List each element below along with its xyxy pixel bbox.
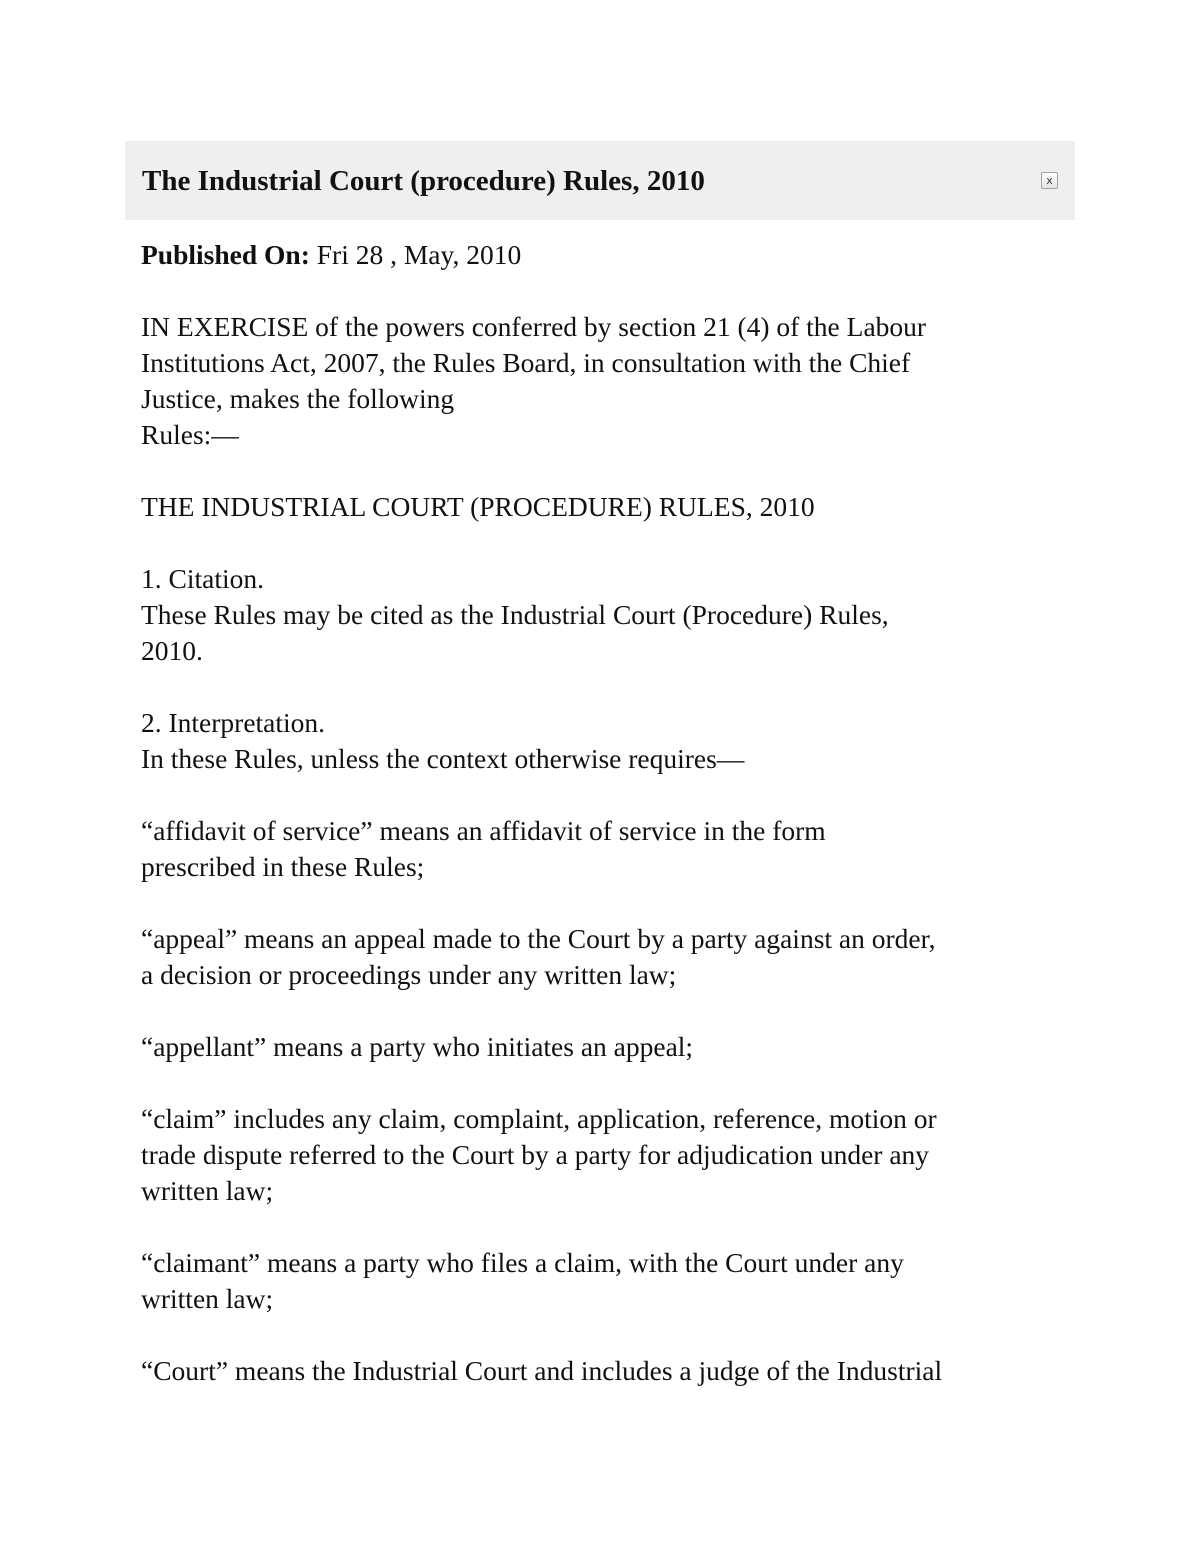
document-title: The Industrial Court (procedure) Rules, 2010 — [142, 165, 705, 197]
definition-claimant — [141, 1245, 1071, 1317]
published-label: Published On: — [141, 239, 310, 270]
definition-line: trade dispute referred to the Court by a party for adjudication under any — [141, 1139, 930, 1170]
preamble-paragraph — [141, 309, 1071, 453]
definition-line: “claimant” means a party who files a claim, with the Court under any — [141, 1247, 904, 1278]
section-title: 2. Interpretation. — [141, 707, 326, 738]
document-body — [141, 237, 1071, 1425]
definition-line: written law; — [141, 1175, 274, 1206]
section-interpretation — [141, 705, 1071, 777]
definition-court — [141, 1353, 1071, 1389]
preamble-line: Institutions Act, 2007, the Rules Board, in consultation with the Chief — [141, 347, 911, 378]
definition-line: a decision or proceedings under any written law; — [141, 959, 677, 990]
definition-line: “affidavit of service” means an affidavit of service in the form — [141, 815, 826, 846]
preamble-line: Justice, makes the following — [141, 383, 455, 414]
section-citation — [141, 561, 1071, 669]
definition-line: written law; — [141, 1283, 274, 1314]
section-line: In these Rules, unless the context otherwise requires— — [141, 743, 745, 774]
definition-line: prescribed in these Rules; — [141, 851, 425, 882]
definition-affidavit-of-service — [141, 813, 1071, 885]
section-line: These Rules may be cited as the Industrial Court (Procedure) Rules, — [141, 599, 889, 630]
definition-line: “claim” includes any claim, complaint, application, reference, motion or — [141, 1103, 937, 1134]
rules-heading: THE INDUSTRIAL COURT (PROCEDURE) RULES, 2010 — [141, 491, 815, 522]
definition-line: “appellant” means a party who initiates an appeal; — [141, 1031, 694, 1062]
definition-line: “appeal” means an appeal made to the Court by a party against an order, — [141, 923, 936, 954]
definition-appeal — [141, 921, 1071, 993]
close-button[interactable]: x — [1041, 172, 1058, 189]
definition-appellant — [141, 1029, 1071, 1065]
preamble-line: Rules:— — [141, 419, 239, 450]
published-date: Fri 28 , May, 2010 — [309, 239, 522, 270]
published-on — [141, 237, 1071, 273]
definition-claim — [141, 1101, 1071, 1209]
definition-line: “Court” means the Industrial Court and includes a judge of the Industrial — [141, 1355, 943, 1386]
title-bar — [125, 141, 1075, 220]
preamble-line: IN EXERCISE of the powers conferred by section 21 (4) of the Labour — [141, 311, 927, 342]
section-line: 2010. — [141, 635, 203, 666]
section-title: 1. Citation. — [141, 563, 264, 594]
